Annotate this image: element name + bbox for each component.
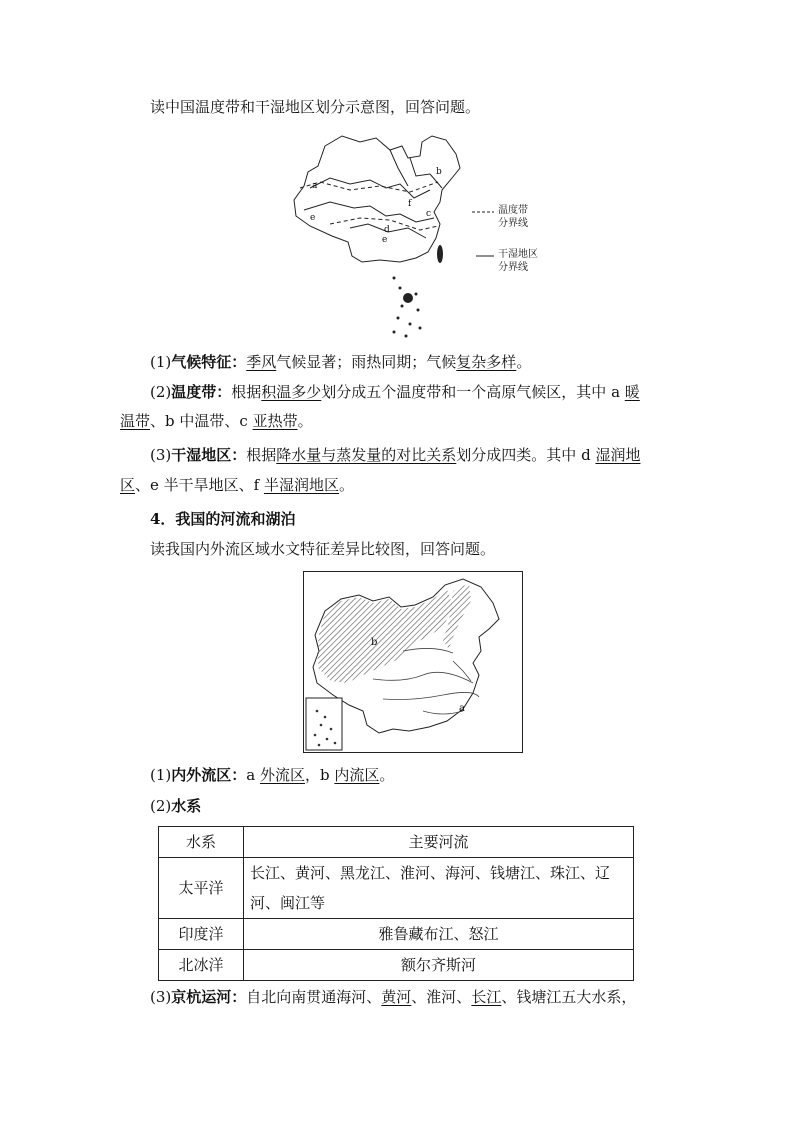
text: 划分成四类。其中 d bbox=[456, 446, 596, 464]
china-drainage-map bbox=[303, 571, 523, 753]
answer-grand-canal bbox=[150, 986, 636, 1008]
item-number: (3) bbox=[150, 988, 172, 1006]
table-header-cell: 主要河流 bbox=[244, 827, 634, 858]
answer-blank: 温带 bbox=[120, 412, 151, 430]
answer-temperature-zone bbox=[150, 381, 640, 403]
answer-blank: 外流区 bbox=[259, 766, 305, 784]
map-letter: d bbox=[384, 225, 390, 235]
map-letter: e bbox=[382, 235, 388, 245]
text: 、e 半干旱地区、f bbox=[135, 476, 264, 494]
text: ，b bbox=[305, 766, 335, 784]
answer-temperature-zone-cont bbox=[120, 410, 313, 432]
answer-blank: 半湿润地区 bbox=[263, 476, 339, 494]
table-cell-rivers: 额尔齐斯河 bbox=[244, 950, 634, 981]
text: 、淮河、 bbox=[411, 988, 472, 1006]
water-system-table bbox=[158, 826, 634, 981]
china-climate-map bbox=[290, 128, 470, 343]
rivers-text: 长江、黄河、黑龙江、淮河、海河、钱塘江、珠江、辽 bbox=[250, 864, 611, 882]
item-number: (3) bbox=[150, 446, 172, 464]
answer-blank: 区 bbox=[120, 476, 136, 494]
legend-dashed-line bbox=[472, 209, 494, 215]
answer-blank: 亚热带 bbox=[252, 412, 298, 430]
question-intro: 读中国温度带和干湿地区划分示意图，回答问题。 bbox=[150, 98, 481, 116]
item-number: (1) bbox=[150, 353, 172, 371]
text: 。 bbox=[379, 766, 395, 784]
answer-blank: 积温多少 bbox=[261, 383, 322, 401]
text: 气候显著；雨热同期；气候 bbox=[276, 353, 457, 371]
answer-water-system bbox=[150, 795, 201, 817]
legend-label: 分界线 bbox=[498, 262, 528, 273]
text: 、钱塘江五大水系， bbox=[501, 988, 637, 1006]
map-letter: b bbox=[371, 637, 378, 648]
answer-blank: 长江 bbox=[471, 988, 502, 1006]
table-cell-system: 印度洋 bbox=[159, 919, 244, 950]
answer-blank: 内流区 bbox=[334, 766, 380, 784]
legend-temperature-boundary bbox=[498, 204, 528, 230]
question-intro: 读我国内外流区域水文特征差异比较图，回答问题。 bbox=[150, 540, 496, 558]
answer-blank: 暖 bbox=[624, 383, 640, 401]
table-row bbox=[159, 858, 634, 919]
item-heading: 温度带： bbox=[171, 383, 232, 401]
table-row bbox=[159, 950, 634, 981]
map-letter: a bbox=[459, 703, 465, 714]
item-heading: 京杭运河： bbox=[171, 988, 247, 1006]
section-heading: 4．我国的河流和湖泊 bbox=[150, 510, 296, 528]
text: 自北向南贯通海河、 bbox=[246, 988, 382, 1006]
text: 。 bbox=[339, 476, 355, 494]
table-cell-rivers: 雅鲁藏布江、怒江 bbox=[244, 919, 634, 950]
text: 划分成五个温度带和一个高原气候区，其中 a bbox=[321, 383, 625, 401]
answer-blank: 湿润地 bbox=[595, 446, 641, 464]
table-cell-system: 太平洋 bbox=[159, 858, 244, 919]
legend-label: 温度带 bbox=[498, 205, 528, 216]
table-cell-rivers bbox=[244, 858, 634, 919]
legend-label: 干湿地区 bbox=[498, 249, 538, 260]
item-heading: 内外流区： bbox=[171, 766, 247, 784]
legend-label: 分界线 bbox=[498, 218, 528, 229]
map-letter: a bbox=[312, 181, 318, 191]
table-row bbox=[159, 919, 634, 950]
table-header-cell: 水系 bbox=[159, 827, 244, 858]
item-heading: 气候特征： bbox=[171, 353, 247, 371]
map-letter: c bbox=[426, 209, 432, 219]
map-letter: b bbox=[436, 167, 442, 177]
rivers-text: 河、闽江等 bbox=[250, 894, 326, 912]
map-letter: e bbox=[310, 213, 316, 223]
text: 、b 中温带、c bbox=[150, 412, 253, 430]
table-header-row bbox=[159, 827, 634, 858]
legend-solid-line bbox=[476, 253, 494, 259]
item-heading: 干湿地区： bbox=[171, 446, 247, 464]
answer-blank: 降水量与蒸发量的对比关系 bbox=[276, 446, 457, 464]
text: 根据 bbox=[246, 446, 277, 464]
answer-dry-wet-region-cont bbox=[120, 474, 354, 496]
text: 。 bbox=[516, 353, 532, 371]
answer-dry-wet-region bbox=[150, 444, 640, 466]
text: 。 bbox=[297, 412, 313, 430]
legend-dry-wet-boundary bbox=[498, 248, 538, 274]
table-cell-system: 北冰洋 bbox=[159, 950, 244, 981]
item-heading: 水系 bbox=[171, 797, 202, 815]
item-number: (2) bbox=[150, 383, 172, 401]
map-letter: f bbox=[408, 199, 412, 209]
answer-blank: 黄河 bbox=[381, 988, 412, 1006]
item-number: (2) bbox=[150, 797, 172, 815]
answer-blank: 复杂多样 bbox=[456, 353, 517, 371]
answer-drainage-area bbox=[150, 764, 394, 786]
answer-blank: 季风 bbox=[246, 353, 277, 371]
item-number: (1) bbox=[150, 766, 172, 784]
text: a bbox=[246, 766, 260, 784]
text: 根据 bbox=[231, 383, 262, 401]
answer-climate-feature bbox=[150, 351, 531, 373]
